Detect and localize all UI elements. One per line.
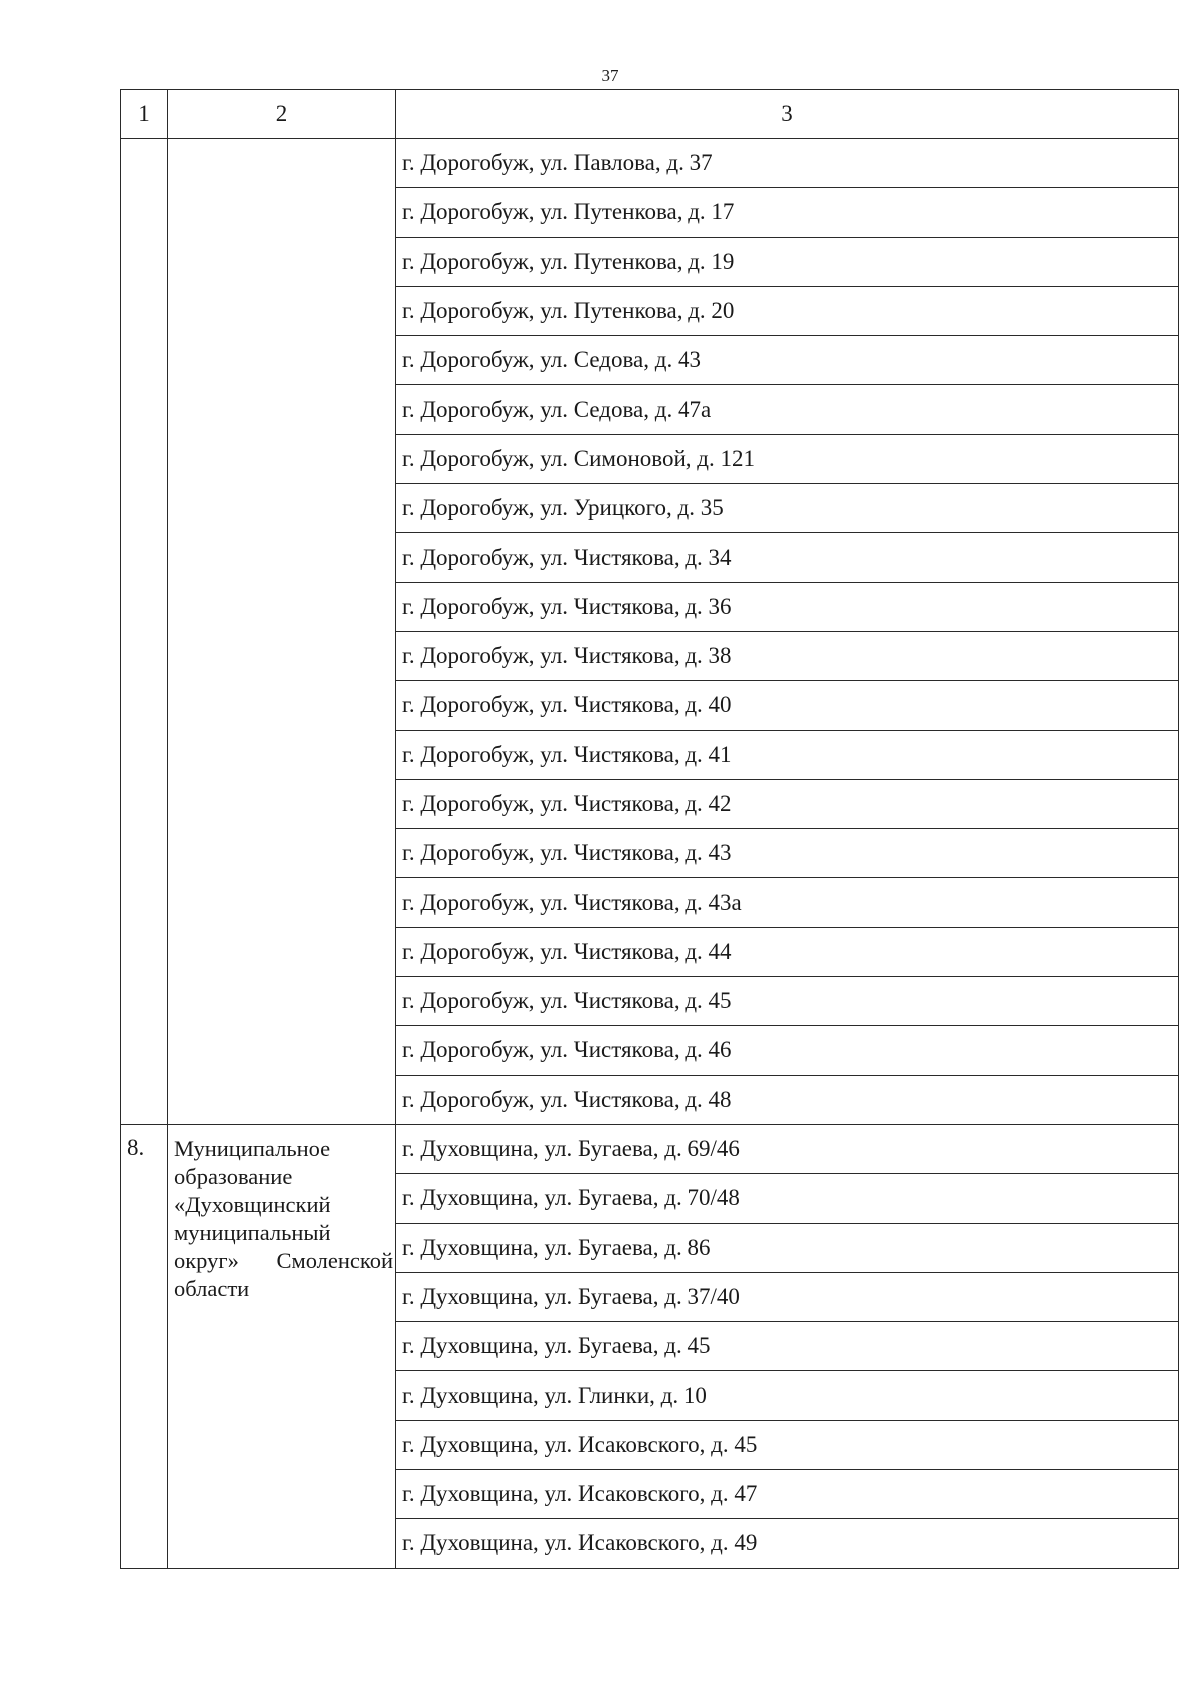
address-cell: г. Духовщина, ул. Исаковского, д. 49	[396, 1519, 1179, 1568]
address-cell: г. Дорогобуж, ул. Чистякова, д. 43	[396, 829, 1179, 878]
address-cell: г. Дорогобуж, ул. Чистякова, д. 38	[396, 631, 1179, 680]
address-cell: г. Дорогобуж, ул. Путенкова, д. 20	[396, 286, 1179, 335]
table-row	[121, 139, 1179, 188]
address-table	[120, 89, 1179, 1569]
table-body	[121, 139, 1179, 1569]
address-cell: г. Дорогобуж, ул. Урицкого, д. 35	[396, 484, 1179, 533]
address-cell: г. Дорогобуж, ул. Чистякова, д. 42	[396, 779, 1179, 828]
address-cell: г. Дорогобуж, ул. Чистякова, д. 44	[396, 927, 1179, 976]
address-cell: г. Духовщина, ул. Бугаева, д. 70/48	[396, 1174, 1179, 1223]
address-cell: г. Дорогобуж, ул. Седова, д. 47а	[396, 385, 1179, 434]
address-cell: г. Дорогобуж, ул. Чистякова, д. 48	[396, 1075, 1179, 1124]
address-cell: г. Дорогобуж, ул. Чистякова, д. 43а	[396, 878, 1179, 927]
address-cell: г. Духовщина, ул. Бугаева, д. 45	[396, 1322, 1179, 1371]
address-cell: г. Дорогобуж, ул. Путенкова, д. 17	[396, 188, 1179, 237]
address-cell: г. Дорогобуж, ул. Чистякова, д. 41	[396, 730, 1179, 779]
table-header-row	[121, 90, 1179, 139]
row-number-cell	[121, 139, 168, 1125]
column-header-1: 1	[121, 90, 168, 139]
address-cell: г. Дорогобуж, ул. Симоновой, д. 121	[396, 434, 1179, 483]
address-cell: г. Дорогобуж, ул. Чистякова, д. 46	[396, 1026, 1179, 1075]
address-cell: г. Духовщина, ул. Бугаева, д. 86	[396, 1223, 1179, 1272]
address-cell: г. Дорогобуж, ул. Путенкова, д. 19	[396, 237, 1179, 286]
address-cell: г. Духовщина, ул. Глинки, д. 10	[396, 1371, 1179, 1420]
address-cell: г. Духовщина, ул. Бугаева, д. 69/46	[396, 1124, 1179, 1173]
address-cell: г. Духовщина, ул. Исаковского, д. 45	[396, 1420, 1179, 1469]
table-row	[121, 1124, 1179, 1173]
address-cell: г. Дорогобуж, ул. Павлова, д. 37	[396, 139, 1179, 188]
address-cell: г. Дорогобуж, ул. Седова, д. 43	[396, 336, 1179, 385]
address-cell: г. Духовщина, ул. Бугаева, д. 37/40	[396, 1272, 1179, 1321]
page-number: 37	[601, 66, 619, 85]
address-cell: г. Дорогобуж, ул. Чистякова, д. 40	[396, 681, 1179, 730]
row-number-cell: 8.	[121, 1124, 168, 1568]
address-cell: г. Духовщина, ул. Исаковского, д. 47	[396, 1470, 1179, 1519]
address-cell: г. Дорогобуж, ул. Чистякова, д. 36	[396, 582, 1179, 631]
municipality-name-cell	[168, 139, 396, 1125]
column-header-2: 2	[168, 90, 396, 139]
address-cell: г. Дорогобуж, ул. Чистякова, д. 34	[396, 533, 1179, 582]
municipality-name-cell: Муниципальное образование «Духовщинский муниципальный округ» Смоленской области	[168, 1124, 396, 1568]
column-header-3: 3	[396, 90, 1179, 139]
address-cell: г. Дорогобуж, ул. Чистякова, д. 45	[396, 977, 1179, 1026]
